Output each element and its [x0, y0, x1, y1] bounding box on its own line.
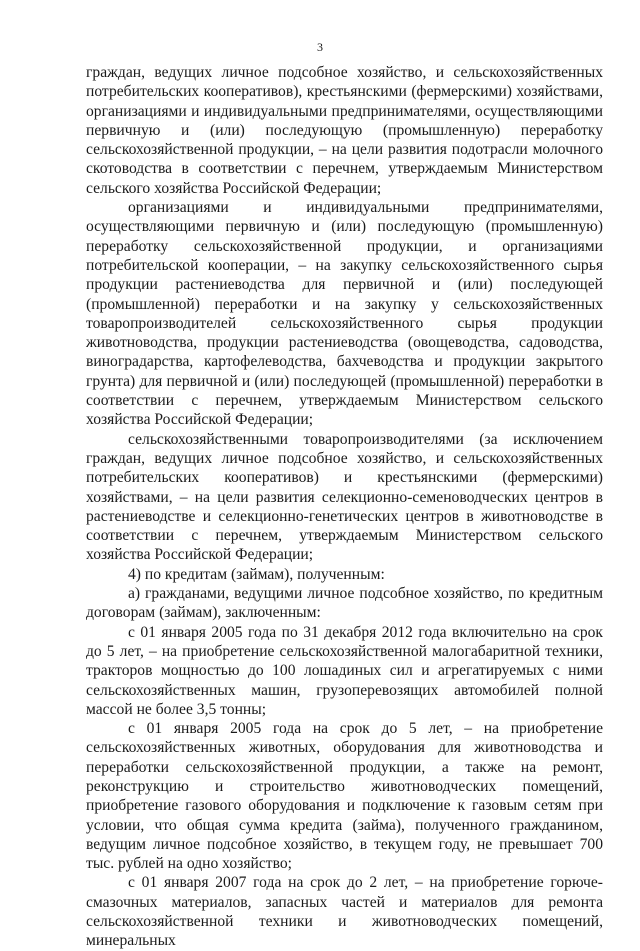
paragraph-continuation: граждан, ведущих личное подсобное хозяйство, и сельскохозяйственных потребительских кооперативов), крестьянскими (фермерскими) хозяйствами, организациями и индивидуальными предпринимателями, осуществляющими первичную и (или) последующую (промышленную) переработку сельскохозяйственной продукции, – на цели развития подотрасли молочного скотоводства в соответствии с перечнем, утверждаемым Министерством сельского хозяйства Российской Федерации; — [86, 64, 603, 197]
paragraph-item-4-heading: 4) по кредитам (займам), полученным: — [128, 565, 385, 583]
paragraph-loans-2005-animals: с 01 января 2005 года на срок до 5 лет, – на приобретение сельскохозяйственных животных, оборудования для животноводства и переработки сельскохозяйственной продукции, а также на ремонт, реконструкцию и строительство животноводческих помещений, приобретение газового оборудования и подключение к газовым сетям при условии, что общая сумма кредита (займа), полученного гражданином, ведущим личное подсобное хозяйство, в текущем году, не превышает 700 тыс. рублей на одно хозяйство; — [86, 720, 603, 873]
paragraph-producers: сельскохозяйственными товаропроизводителями (за исключением граждан, ведущих личное подсобное хозяйство, и сельскохозяйственных потребительских кооперативов) и крестьянскими (фермерскими) хозяйствами, – на цели развития селекционно-семеноводческих центров в растениеводстве и селекционно-генетических центров в животноводстве в соответствии с перечнем, утверждаемым Министерством сельского хозяйства Российской Федерации; — [86, 430, 603, 564]
document-body — [86, 63, 603, 951]
paragraph-loans-2007: с 01 января 2007 года на срок до 2 лет, – на приобретение горюче-смазочных материалов, запасных частей и материалов для ремонта сельскохозяйственной техники и животноводческих помещений, минеральных — [86, 874, 603, 950]
paragraph-subitem-a: а) гражданами, ведущими личное подсобное хозяйство, по кредитным договорам (займам), заключенным: — [86, 585, 603, 622]
paragraph-loans-2005-2012: с 01 января 2005 года по 31 декабря 2012 года включительно на срок до 5 лет, – на приобретение сельскохозяйственной малогабаритной техники, тракторов мощностью до 100 лошадиных сил и агрегатируемых с ними сельскохозяйственных машин, грузоперевозящих автомобилей полной массой не более 3,5 тонны; — [86, 623, 603, 718]
paragraph-organizations: организациями и индивидуальными предпринимателями, осуществляющими первичную и (или) последующую (промышленную) переработку сельскохозяйственной продукции, и организациями потребительской кооперации, – на закупку сельскохозяйственного сырья продукции растениеводства для первичной и (или) последующей (промышленной) переработки и на закупку у сельскохозяйственных товаропроизводителей сельскохозяйственного сырья продукции животноводства, продукции растениеводства (овощеводства, садоводства, виноградарства, картофелеводства, бахчеводства и продукции закрытого грунта) для первичной и (или) последующей (промышленной) переработки в соответствии с перечнем, утверждаемым Министерством сельского хозяйства Российской Федерации; — [86, 199, 603, 429]
page-number: 3 — [317, 40, 323, 54]
